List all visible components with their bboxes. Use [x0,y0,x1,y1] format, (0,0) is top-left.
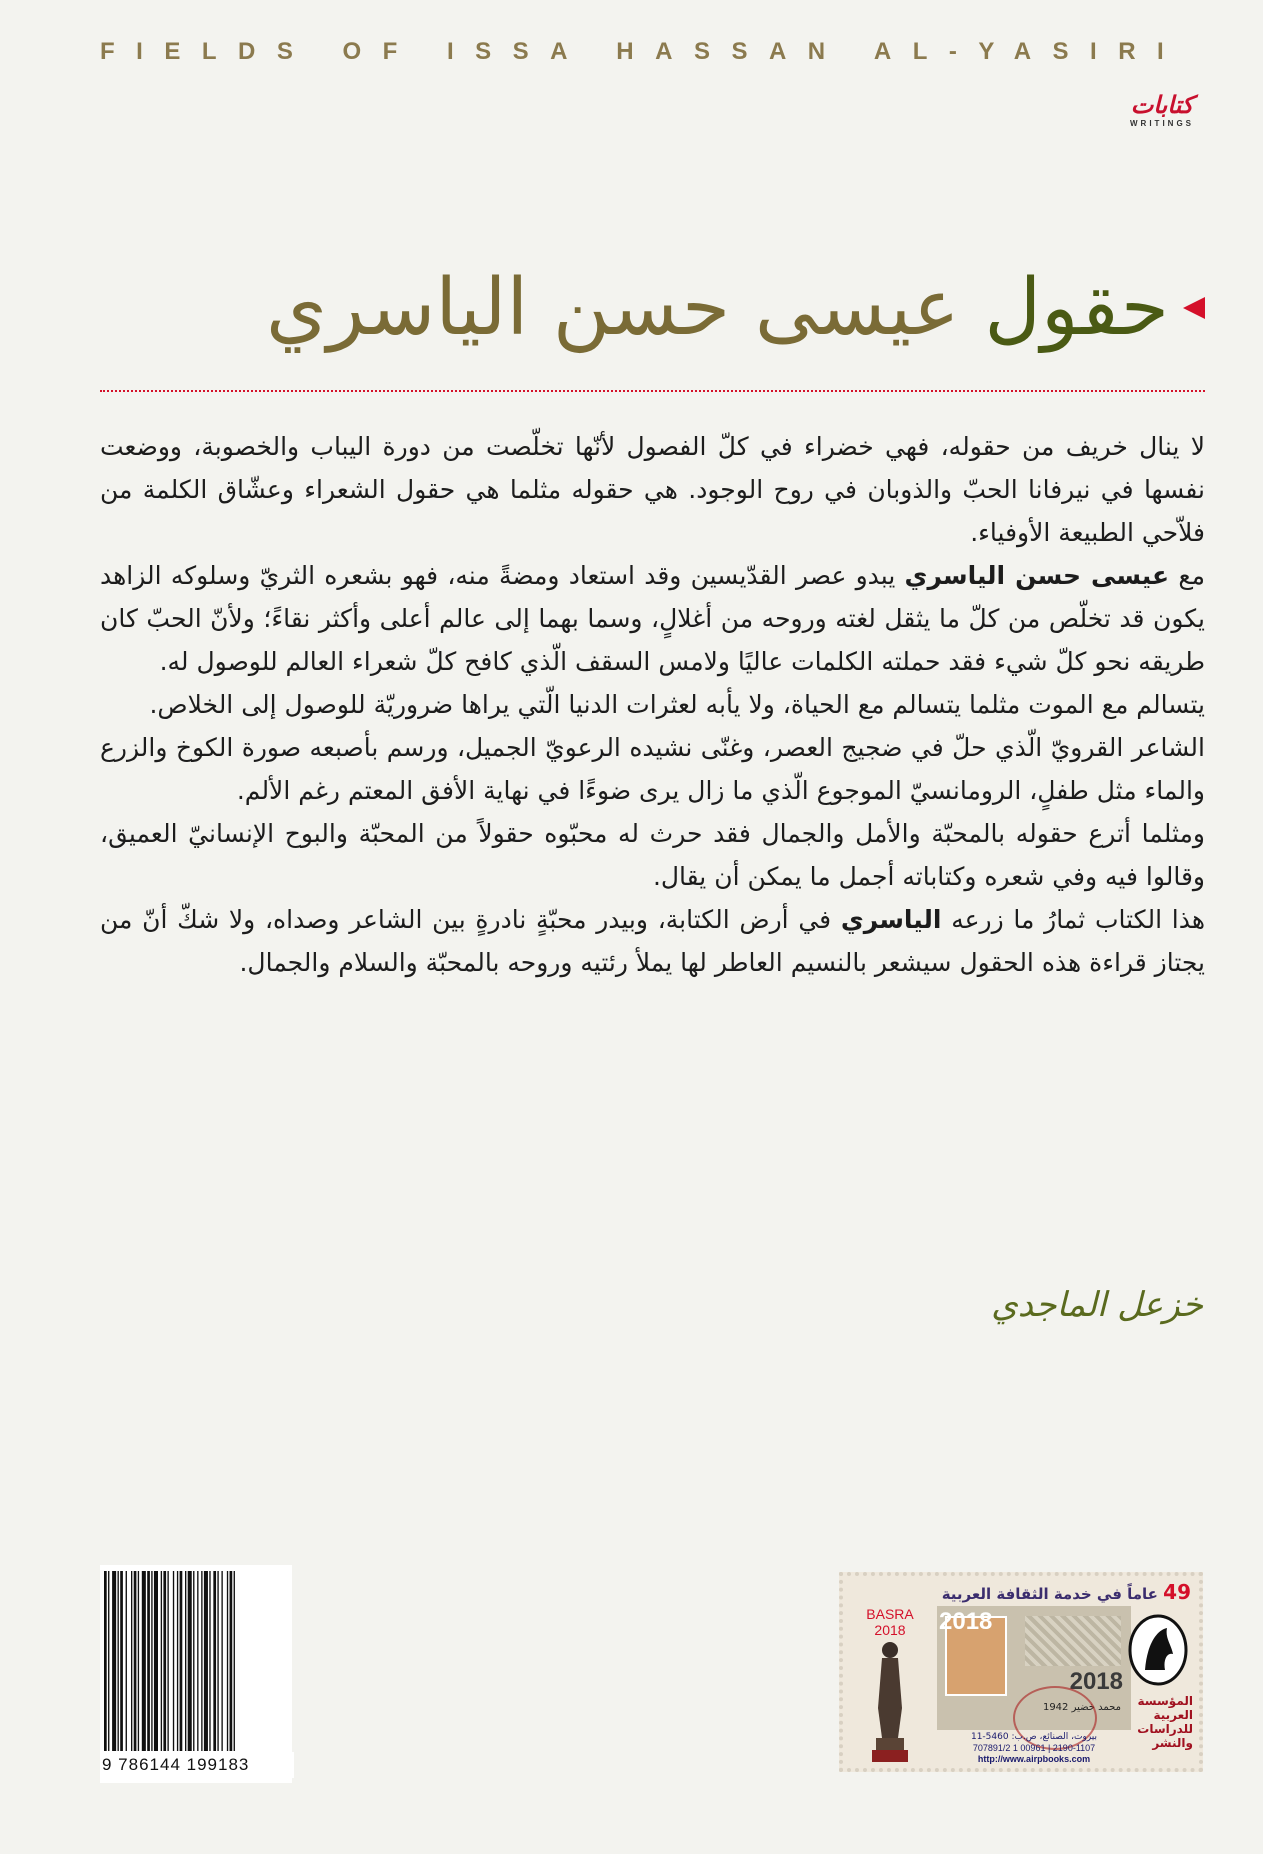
stamp-years-text: عاماً في خدمة الثقافة العربية [941,1585,1158,1603]
poet-name: محمد خضير 1942 [1042,1702,1121,1713]
p6-pre: هذا الكتاب ثمارُ ما زرعه [951,905,1206,934]
book-english-title: FIELDS OF ISSA HASSAN AL-YASIRI [100,38,1186,65]
stamp-year-overlay-2: 2018 [1069,1668,1123,1695]
isbn-number: 9 786144 199183 [100,1752,294,1778]
publisher-logo-arabic: كتابات [1130,91,1194,119]
blurb-text [100,425,1205,984]
barcode-bars-icon [100,1565,292,1755]
paragraph-2 [100,554,1205,683]
p6-bold-name: الياسري [840,905,942,934]
foundation-name: المؤسسة العربية للدراسات والنشر [1137,1694,1193,1750]
statue-icon [868,1638,912,1762]
stamp-years-banner [942,1580,1191,1604]
foundation-emblem-icon [1127,1614,1189,1686]
paragraph-1: لا ينال خريف من حقوله، فهي خضراء في كلّ الفصول لأنّها تخلّصت من دورة اليباب والخصوبة، ووضعت نفسها في نيرفانا الحبّ والذوبان في روح الوجود. هي حقوله مثلما هي حقول الشعراء وعشّاق الكلمة من فلاّحي الطبيعة الأوفياء. [100,432,1205,547]
stamp-address-ar: بيروت، الصنائع، ص.ب: 5460-11 [970,1732,1098,1742]
stamp-city-year: 2018 [874,1622,906,1638]
stamp-years-count: 49 [1163,1580,1191,1604]
isbn-barcode [100,1565,292,1783]
stamp-year-overlay: 2018 [939,1608,993,1635]
red-triangle-marker-icon [1183,297,1205,319]
stamp-url: http://www.airpbooks.com [977,1754,1091,1764]
author-signature: خزعل الماجدي [991,1285,1203,1325]
p6-post: في أرض الكتابة، وبيدر محبّةٍ نادرةٍ بين الشاعر وصداه، ولا شكّ أنّ من يجتاز قراءة هذه الحقول سيشعر بالنسيم العاطر لها يملأ رئتيه وروحه بالمحبّة والسلام والجمال. [100,905,1205,977]
stamp-phones: 2190-1107 | 00961 1 707891/2 [972,1743,1096,1753]
book-arabic-title [266,262,1169,354]
stamp-address [937,1732,1131,1765]
paragraph-5: ومثلما أترع حقوله بالمحبّة والأمل والجمال فقد حرث له محبّوه حقولاً من المحبّة والبوح الإنسانيّ العميق، وقالوا فيه وفي شعره وكتاباته أجمل ما يمكن أن يقال. [100,819,1205,891]
publisher-logo [1117,92,1207,128]
title-first-word: حقول [984,263,1169,353]
publisher-logo-english: WRITINGS [1130,119,1194,128]
stamp-city [855,1606,925,1638]
anniversary-stamp [839,1572,1203,1772]
paragraph-3: يتسالم مع الموت مثلما يتسالم مع الحياة، ولا يأبه لعثرات الدنيا الّتي يراها ضروريّة للوصول إلى الخلاص. [149,690,1205,719]
stamp-hologram [1025,1616,1121,1666]
p2-post: يبدو عصر القدّيسين وقد استعاد ومضةً منه، فهو بشعره الثريّ وسلوكه الزاهد يكون قد تخلّص من كلّ ما يثقل لغته وروحه من أغلالٍ، وسما بهما إلى عالم أعلى وأكثر نقاءً؛ ولأنّ الحبّ كان طريقه نحو كلّ شيء فقد حملته الكلمات عاليًا ولامس السقف الّذي كافح كلّ شعراء العالم للوصول له. [100,561,1205,676]
p2-bold-name: عيسى حسن الياسري [904,561,1170,590]
p2-pre: مع [1178,561,1206,590]
paragraph-6 [100,898,1205,984]
title-author-name: عيسى حسن الياسري [265,263,960,353]
dotted-divider [100,390,1205,392]
stamp-city-name: BASRA [866,1606,914,1622]
heading-block [55,262,1205,354]
paragraph-4: الشاعر القرويّ الّذي حلّ في ضجيج العصر، وغنّى نشيده الرعويّ الجميل، ورسم بأصبعه صورة الكوخ والزرع والماء مثل طفلٍ، الرومانسيّ الموجوع الّذي ما زال يرى ضوءًا في نهاية الأفق المعتم رغم الألم. [100,733,1205,805]
